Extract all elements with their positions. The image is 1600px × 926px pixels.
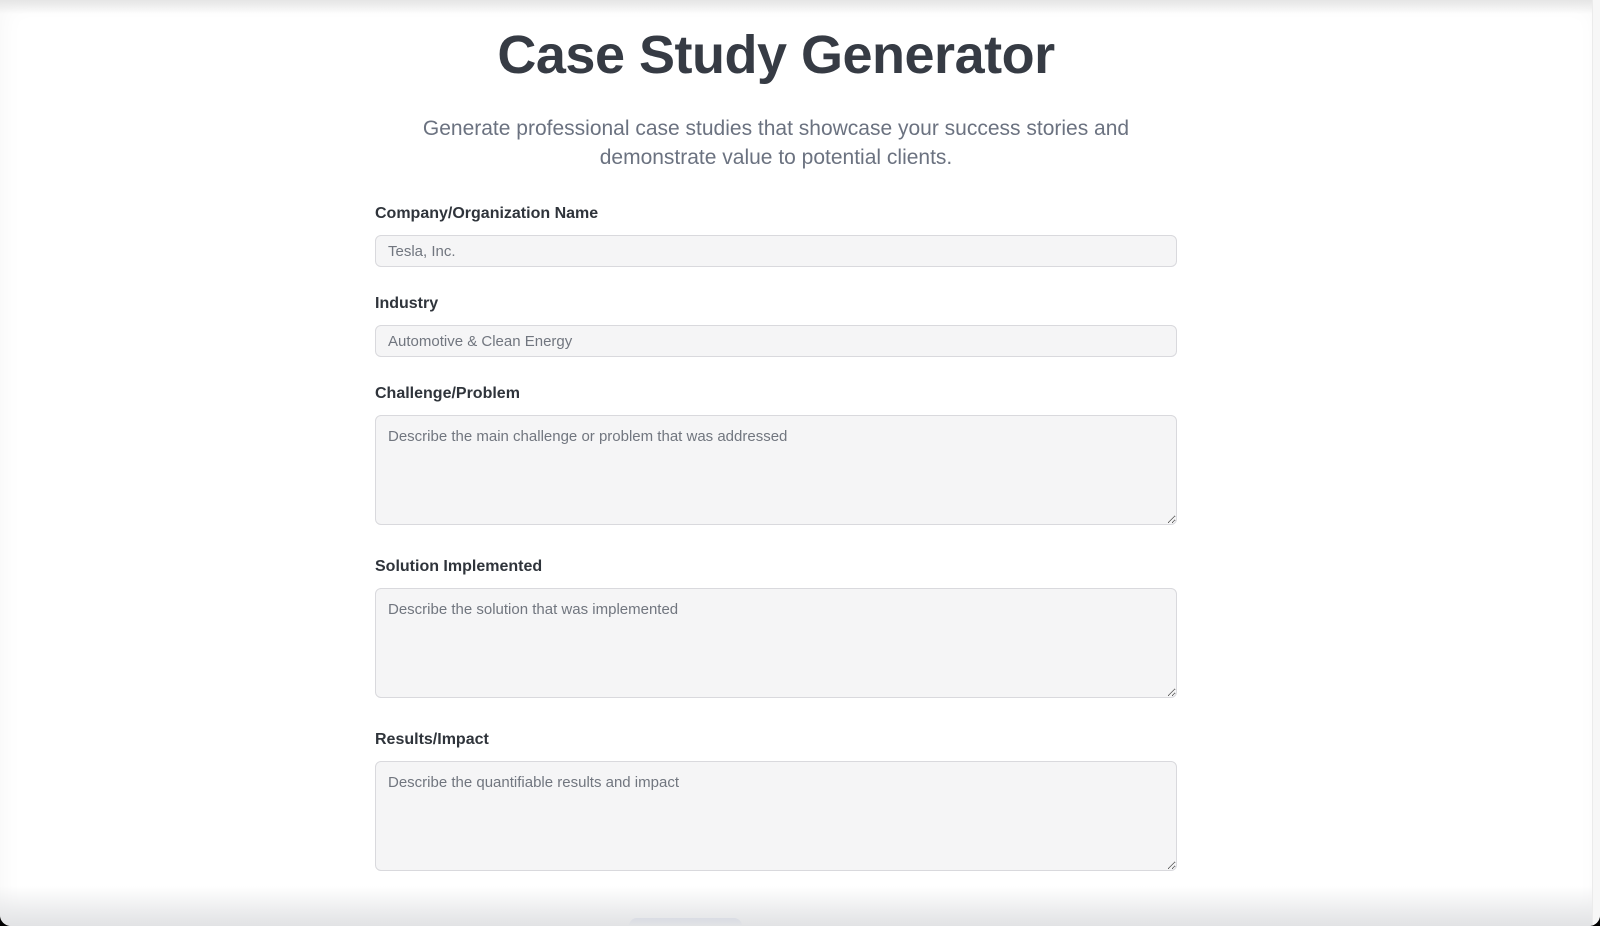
industry-label: Industry: [375, 295, 439, 313]
challenge-label: Challenge/Problem: [375, 385, 520, 403]
field-results: [375, 731, 1177, 876]
case-study-form: [375, 205, 1177, 876]
company-name-input[interactable]: [375, 235, 1177, 267]
results-label: Results/Impact: [375, 731, 489, 749]
solution-label: Solution Implemented: [375, 558, 543, 576]
challenge-textarea[interactable]: [375, 415, 1177, 525]
results-textarea[interactable]: [375, 761, 1177, 871]
generate-button[interactable]: [629, 918, 742, 926]
solution-textarea[interactable]: [375, 588, 1177, 698]
page-title: Case Study Generator: [497, 25, 1055, 85]
window-bottom-shadow: [0, 886, 1600, 926]
vertical-scrollbar[interactable]: [1592, 0, 1600, 926]
page-subtitle: Generate professional case studies that showcase your success stories and demonstrate value to potential clients.: [422, 117, 1130, 170]
field-industry: [375, 295, 1177, 357]
field-challenge: [375, 385, 1177, 530]
field-company-name: [375, 205, 1177, 267]
company-name-label: Company/Organization Name: [375, 205, 599, 223]
industry-input[interactable]: [375, 325, 1177, 357]
case-study-generator-page: [375, 0, 1177, 876]
field-solution: [375, 558, 1177, 703]
